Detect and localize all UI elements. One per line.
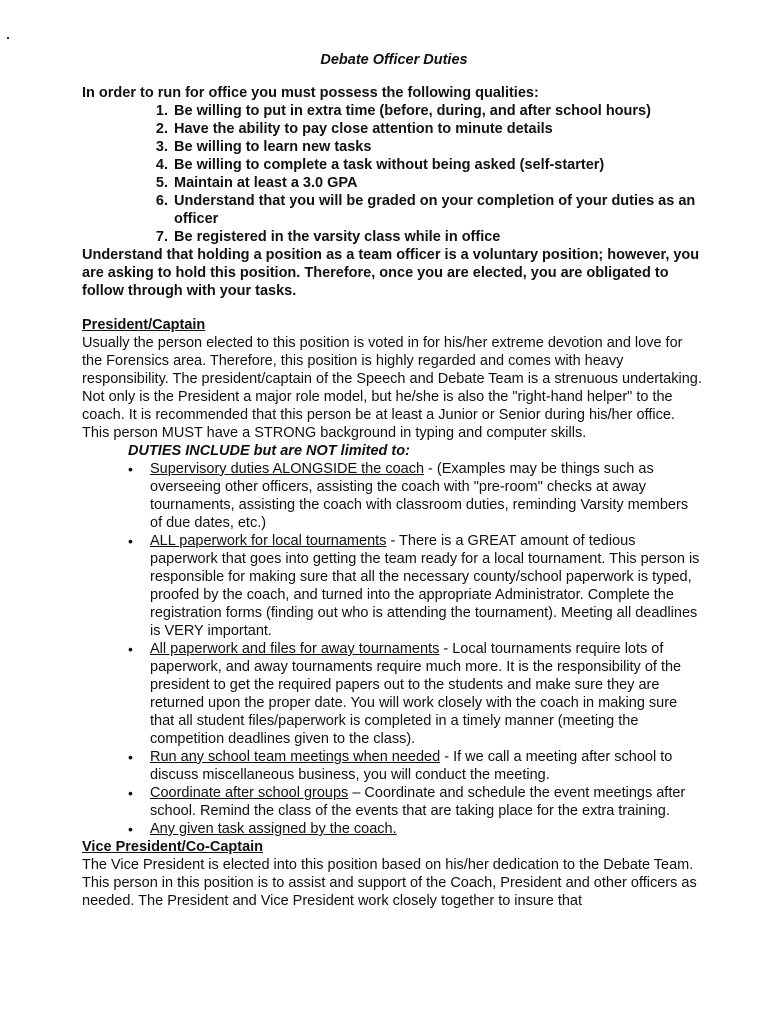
duty-item xyxy=(128,748,702,784)
duty-label: ALL paperwork for local tournaments xyxy=(150,533,387,549)
bullet-icon: • xyxy=(128,641,133,657)
quality-item xyxy=(150,138,702,156)
president-duties-list xyxy=(82,460,702,838)
quality-number: 2. xyxy=(155,121,168,137)
quality-number: 7. xyxy=(155,229,168,245)
quality-item xyxy=(150,228,702,246)
quality-item xyxy=(150,156,702,174)
president-heading: President/Captain xyxy=(82,317,206,333)
quality-number: 6. xyxy=(155,193,168,209)
bullet-icon: • xyxy=(128,785,133,801)
qualities-intro: In order to run for office you must possess the following qualities: xyxy=(82,85,539,101)
duty-label: Run any school team meetings when needed xyxy=(150,749,441,765)
duty-text: - Local tournaments require lots of paperwork, and away tournaments require much more. It is the responsibility of the president to get the required papers out to the students and make sure they are returned upon the proper date. You will work closely with the coach in making sure that all student files/paperwork is completed in a timely manner (meeting the competition deadlines given to the class). xyxy=(150,641,682,747)
document-page xyxy=(82,52,702,910)
quality-text: Be willing to complete a task without being asked (self-starter) xyxy=(174,157,605,173)
quality-text: Maintain at least a 3.0 GPA xyxy=(174,175,358,191)
scan-speck xyxy=(7,37,9,39)
duty-text: - If we call a meeting after school to discuss miscellaneous business, you will conduct the meeting. xyxy=(150,749,673,783)
duty-text: - There is a GREAT amount of tedious paperwork that goes into getting the team ready for a local tournament. This person is responsible for making sure that all the necessary county/school paperwork is typed, proofed by the coach, and turned into the appropriate Administrator. Complete the registration forms (finding out who is attending the tournament). Meeting all deadlines is VERY important. xyxy=(150,533,700,639)
duty-label: Any given task assigned by the coach. xyxy=(150,821,397,837)
duty-label: Coordinate after school groups xyxy=(150,785,349,801)
duty-text: - (Examples may be things such as overseeing other officers, assisting the coach with "pre-room" checks at away tournaments, assisting the coach with classroom duties, reminding Varsity members of due dates, etc.) xyxy=(150,461,689,531)
quality-item xyxy=(150,120,702,138)
quality-number: 1. xyxy=(155,103,168,119)
quality-text: Be willing to learn new tasks xyxy=(174,139,372,155)
quality-number: 5. xyxy=(155,175,168,191)
vice-president-heading: Vice President/Co-Captain xyxy=(82,839,264,855)
duty-item xyxy=(128,640,702,748)
quality-number: 3. xyxy=(155,139,168,155)
duty-label: All paperwork and files for away tournaments xyxy=(150,641,440,657)
duty-text: – Coordinate and schedule the event meetings after school. Remind the class of the events that are taking place for the extra training. xyxy=(150,785,686,819)
bullet-icon: • xyxy=(128,533,133,549)
document-title: Debate Officer Duties xyxy=(320,52,468,68)
president-duties-heading: DUTIES INCLUDE but are NOT limited to: xyxy=(128,443,410,459)
quality-text: Be willing to put in extra time (before, during, and after school hours) xyxy=(174,103,651,119)
bullet-icon: • xyxy=(128,821,133,837)
duty-item xyxy=(128,784,702,820)
quality-text: Have the ability to pay close attention to minute details xyxy=(174,121,553,137)
quality-item xyxy=(150,174,702,192)
bullet-icon: • xyxy=(128,461,133,477)
qualities-closing: Understand that holding a position as a team officer is a voluntary position; however, you are asking to hold this position. Therefore, once you are elected, you are obligated to follow through with your tasks. xyxy=(82,247,700,299)
duty-item xyxy=(128,460,702,532)
quality-text: Be registered in the varsity class while in office xyxy=(174,229,501,245)
quality-text: Understand that you will be graded on your completion of your duties as an officer xyxy=(174,193,696,227)
quality-number: 4. xyxy=(155,157,168,173)
quality-item xyxy=(150,102,702,120)
duty-item xyxy=(128,820,702,838)
bullet-icon: • xyxy=(128,749,133,765)
president-description: Usually the person elected to this position is voted in for his/her extreme devotion and love for the Forensics area. Therefore, this position is highly regarded and comes with heavy responsibility. The president/captain of the Speech and Debate Team is a strenuous undertaking. Not only is the President a major role model, but he/she is also the "right-hand helper" to the coach. It is recommended that this person be at least a Junior or Senior during his/her office. This person MUST have a STRONG background in typing and computer skills. xyxy=(82,335,702,441)
vice-president-description: The Vice President is elected into this position based on his/her dedication to the Debate Team. This person in this position is to assist and support of the Coach, President and other officers as needed. The President and Vice President work closely together to insure that xyxy=(82,857,697,909)
quality-item xyxy=(150,192,702,228)
duty-item xyxy=(128,532,702,640)
duty-label: Supervisory duties ALONGSIDE the coach xyxy=(150,461,425,477)
qualities-list xyxy=(82,102,702,246)
